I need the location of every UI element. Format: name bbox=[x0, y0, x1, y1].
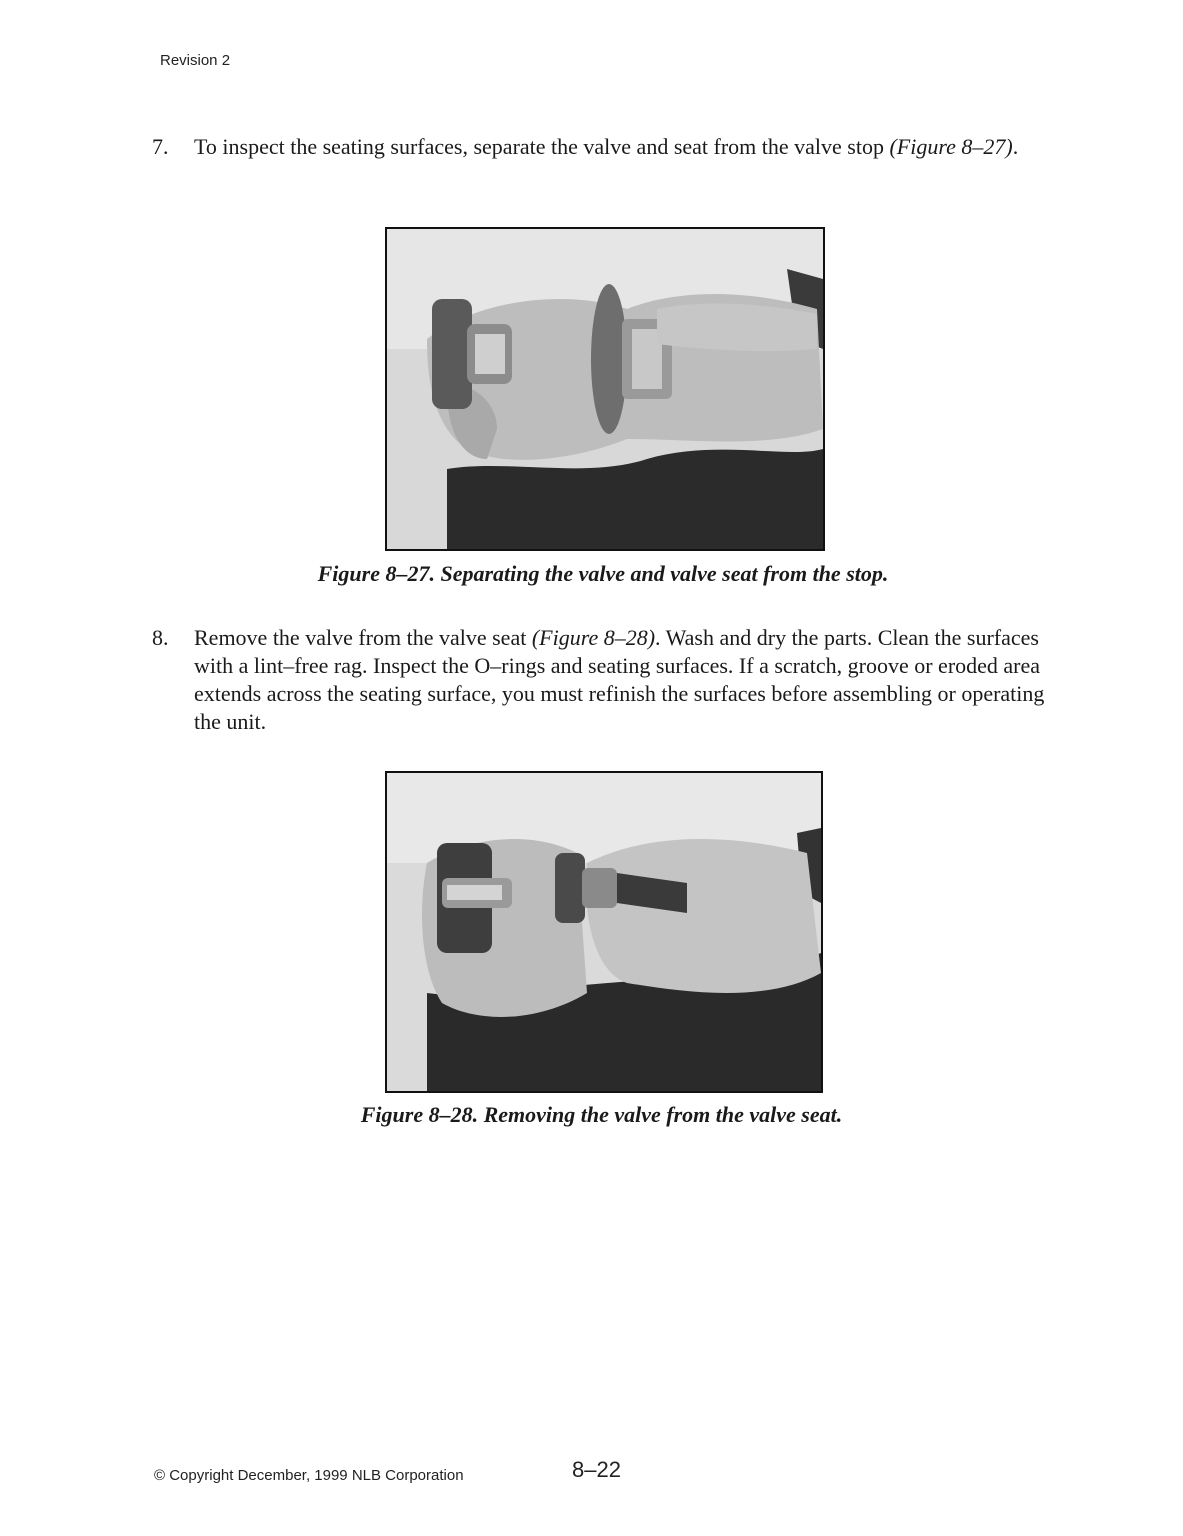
copyright-notice: © Copyright December, 1999 NLB Corporation bbox=[154, 1467, 464, 1484]
step-7-text: To inspect the seating surfaces, separate the valve and seat from the valve stop bbox=[194, 134, 890, 159]
figure-8-28-caption: Figure 8–28. Removing the valve from the valve seat. bbox=[360, 1102, 843, 1127]
step-number: 7. bbox=[152, 134, 169, 159]
page-number: 8–22 bbox=[572, 1457, 621, 1482]
revision-label: Revision 2 bbox=[160, 52, 231, 69]
step-7-tail: . bbox=[1012, 134, 1019, 159]
step-text bbox=[194, 133, 1054, 161]
step-8-text-after: . Wash and dry the parts. Clean the surfaces with a lint–free rag. Inspect the O–rings and seating surfaces. If a scratch, groove or eroded area extends across the seating surface, you must refinish the surfaces before assembling or operating the unit. bbox=[194, 625, 1045, 734]
step-text bbox=[194, 624, 1054, 736]
figure-8-27-caption: Figure 8–27. Separating the valve and valve seat from the stop. bbox=[317, 561, 889, 586]
step-number: 8. bbox=[152, 625, 169, 650]
figure-ref: (Figure 8–28) bbox=[531, 625, 656, 650]
figure-ref: (Figure 8–27) bbox=[889, 134, 1013, 159]
figure-8-27-photo bbox=[385, 227, 825, 551]
figure-8-28-photo bbox=[385, 771, 823, 1093]
step-8-text-before: Remove the valve from the valve seat bbox=[194, 625, 532, 650]
